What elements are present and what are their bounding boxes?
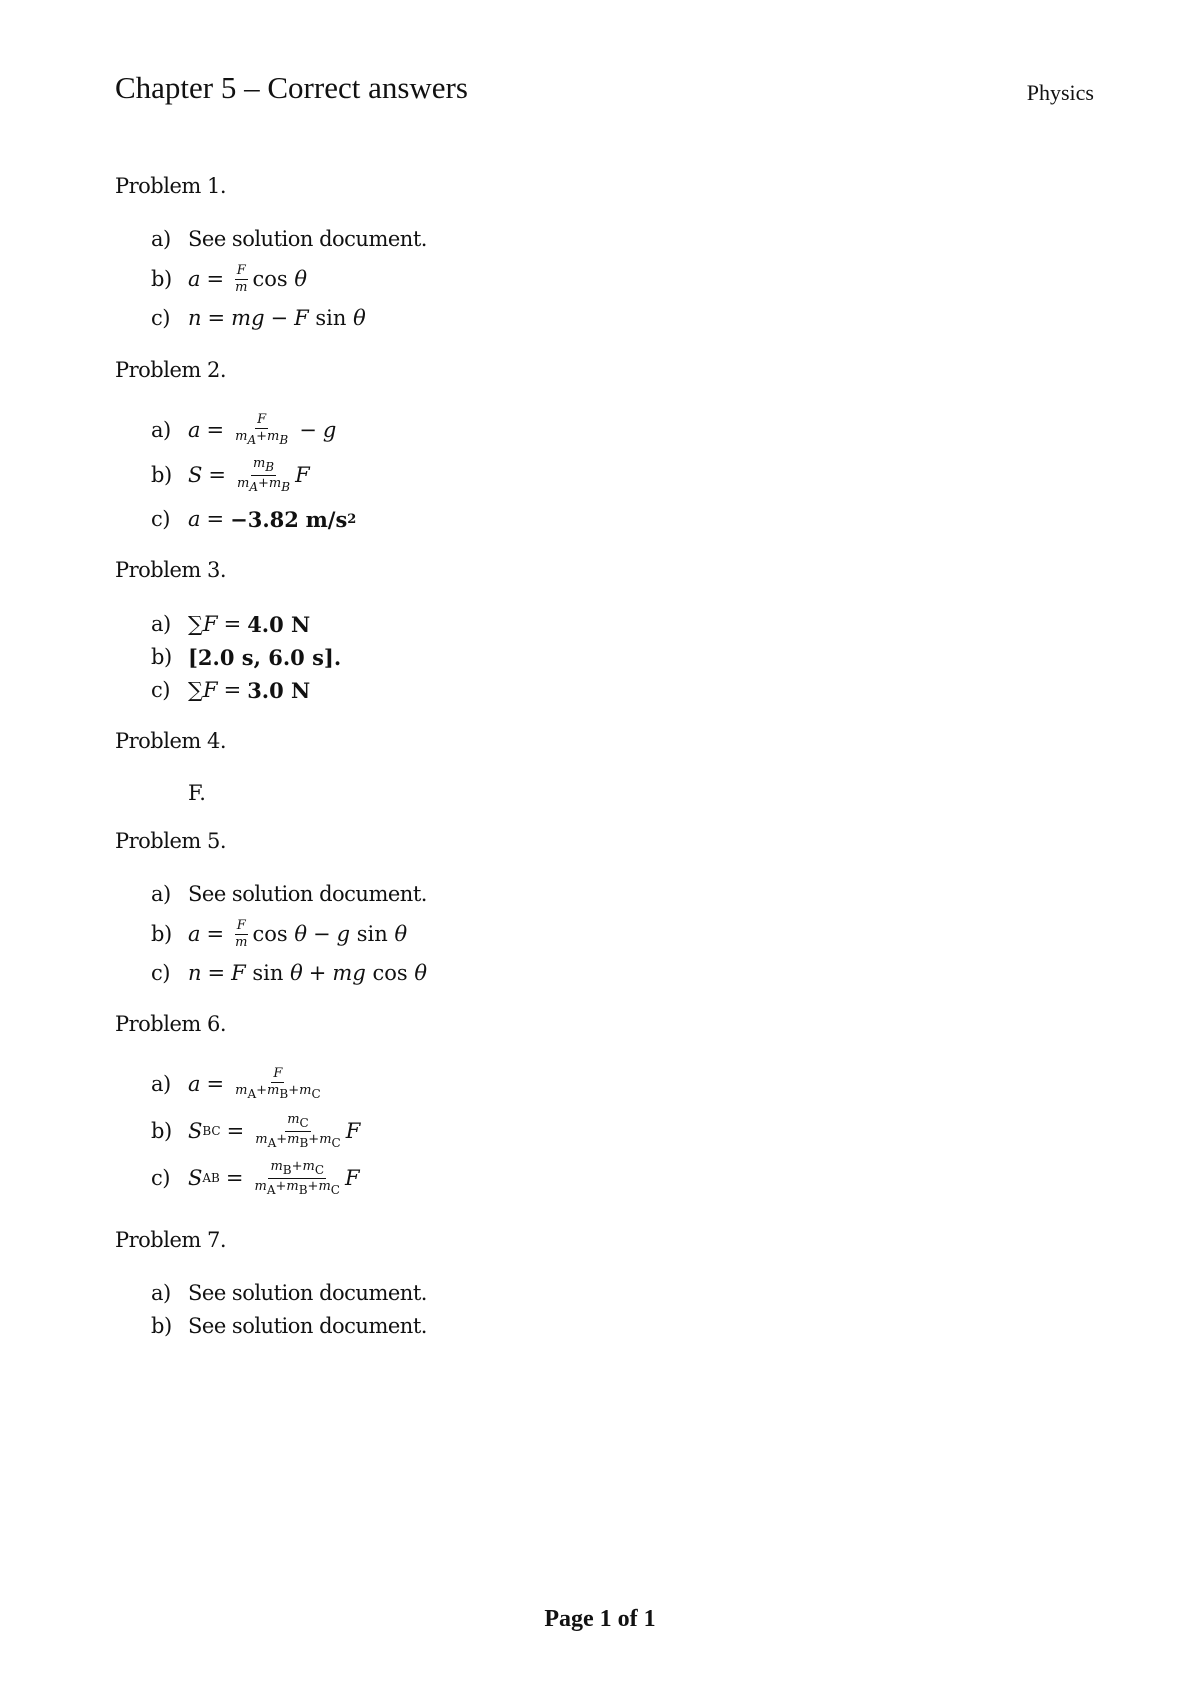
- item-label: a): [151, 227, 171, 251]
- problem-heading-5: Problem 5.: [115, 829, 227, 853]
- problem-1-item-c: [151, 298, 366, 338]
- item-label: b): [151, 267, 172, 291]
- item-label: c): [151, 507, 170, 531]
- equation: ∑ F = 4.0 N: [188, 611, 311, 637]
- page-title: Chapter 5 – Correct answers: [115, 70, 468, 105]
- equation: ∑ F = 3.0 N: [188, 677, 311, 703]
- problem-heading-7: Problem 7.: [115, 1228, 227, 1252]
- equation: a = $\frac{F}{m}$ cos θ − g sin θ: [188, 917, 408, 950]
- item-text: See solution document.: [188, 882, 427, 906]
- problem-2-item-b: [151, 455, 310, 495]
- subject-label: Physics: [1026, 80, 1094, 105]
- problem-heading-3: Problem 3.: [115, 558, 227, 582]
- equation: a = $\frac{F}{m_A+m_B+m_C}$: [188, 1066, 321, 1102]
- equation: a = $\frac{F}{m}$ cos θ: [188, 262, 307, 295]
- problem-2-item-c: [151, 499, 356, 539]
- problem-3-item-c: [151, 670, 310, 710]
- item-label: c): [151, 306, 170, 330]
- item-label: a): [151, 882, 171, 906]
- problem-heading-1: Problem 1.: [115, 174, 227, 198]
- item-label: c): [151, 678, 170, 702]
- item-text: See solution document.: [188, 227, 427, 251]
- item-label: b): [151, 463, 172, 487]
- equation: S = $\frac{m_B}{m_A+m_B}$ F: [188, 455, 310, 494]
- equation: S AB = $\frac{m_B+m_C}{m_A+m_B+m_C}$ F: [188, 1158, 360, 1197]
- item-label: a): [151, 612, 171, 636]
- problem-7-item-b: [151, 1306, 427, 1346]
- problem-heading-6: Problem 6.: [115, 1012, 227, 1036]
- page-number: Page 1 of 1: [544, 1606, 656, 1632]
- equation: a = $\frac{F}{m_A+m_B}$ − g: [188, 412, 337, 448]
- item-label: b): [151, 1314, 172, 1338]
- item-label: a): [151, 418, 171, 442]
- item-label: b): [151, 1119, 172, 1143]
- problem-6-item-b: [151, 1111, 360, 1151]
- item-text: See solution document.: [188, 1281, 427, 1305]
- item-label: c): [151, 961, 170, 985]
- problem-heading-2: Problem 2.: [115, 358, 227, 382]
- equation: n = m g − F sin θ: [188, 306, 366, 330]
- problem-6-item-c: [151, 1158, 360, 1198]
- item-label: b): [151, 645, 172, 669]
- equation: S BC = $\frac{m_C}{m_A+m_B+m_C}$ F: [188, 1111, 361, 1150]
- item-label: b): [151, 922, 172, 946]
- problem-5-item-c: [151, 953, 427, 993]
- equation: a = −3.82 m/s 2: [188, 506, 357, 532]
- equation: [2.0 s, 6.0 s].: [188, 644, 342, 670]
- problem-1-item-a: [151, 219, 427, 259]
- problem-heading-4: Problem 4.: [115, 729, 227, 753]
- problem-4-answer: F.: [188, 781, 206, 805]
- problem-5-item-b: [151, 914, 407, 954]
- item-label: c): [151, 1166, 170, 1190]
- problem-5-item-a: [151, 874, 427, 914]
- equation: n = F sin θ + m g cos θ: [188, 961, 427, 985]
- problem-6-item-a: [151, 1064, 326, 1104]
- item-label: a): [151, 1072, 171, 1096]
- item-label: a): [151, 1281, 171, 1305]
- problem-1-item-b: [151, 259, 307, 299]
- item-text: See solution document.: [188, 1314, 427, 1338]
- problem-2-item-a: [151, 410, 336, 450]
